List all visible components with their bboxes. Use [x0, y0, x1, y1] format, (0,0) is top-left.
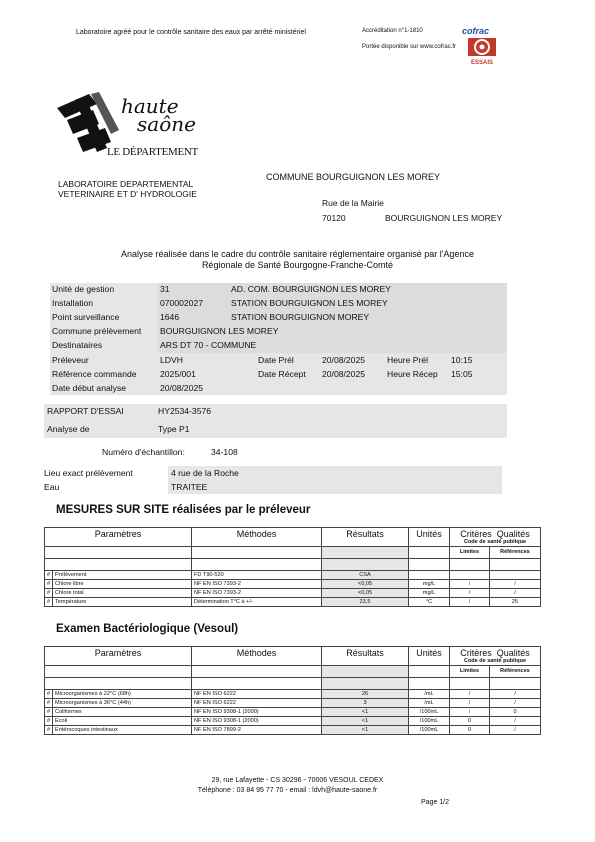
- logo-line-haute: haute: [121, 94, 179, 118]
- table-row: # Ecoli NF EN ISO 9308-1 (2000) <1 /100mL 0 /: [45, 717, 541, 726]
- table-row: # Prélèvement FD T90-520 CSA: [45, 571, 541, 580]
- col-references: Références: [490, 547, 541, 559]
- table-row: # Entérocoques intestinaux NF EN ISO 7899-2 <1 /100mL 0 /: [45, 726, 541, 735]
- table-subheader-row: [45, 666, 541, 678]
- analyse-value: Type P1: [158, 424, 190, 434]
- lab-name-line2: VETERINAIRE ET D' HYDROLOGIE: [58, 189, 197, 199]
- section2-title: Examen Bactériologique (Vesoul): [56, 623, 239, 635]
- table-subheader-row: [45, 547, 541, 559]
- cofrac-wordmark: cofrac: [462, 26, 490, 36]
- recipient-postcode: 70120: [322, 213, 346, 223]
- essais-label: ESSAIS: [470, 60, 493, 66]
- portee-text: Portée disponible sur www.cofrac.fr: [362, 44, 457, 50]
- rapport-label: RAPPORT D'ESSAI: [47, 406, 124, 416]
- echantillon-label: Numéro d'échantillon:: [102, 447, 185, 457]
- section1-title: MESURES SUR SITE réalisées par le préleveur: [56, 504, 311, 516]
- table-row: # Microorganismes à 22°C (68h) NF EN ISO 6222 26 /mL / /: [45, 690, 541, 699]
- table-header-row: [45, 528, 541, 547]
- col-methodes: Méthodes: [192, 528, 322, 547]
- intro-line2: Régionale de Santé Bourgogne-Franche-Comté: [201, 260, 394, 270]
- lab-name-line1: LABORATOIRE DEPARTEMENTAL: [58, 179, 194, 189]
- echantillon-value: 34-108: [211, 447, 238, 457]
- col-criteres-qualites: Critères Qualités Code de santé publique: [450, 528, 541, 547]
- col-resultats: Résultats: [322, 528, 409, 547]
- eau-value: TRAITEE: [171, 482, 208, 492]
- col-resultats: Résultats: [322, 647, 409, 666]
- cofrac-logo: [462, 26, 502, 72]
- haute-saone-logo: [55, 90, 215, 162]
- section2-table: [44, 646, 541, 735]
- page-number: Page 1/2: [421, 799, 450, 806]
- col-references: Références: [490, 666, 541, 678]
- col-parametres: Paramètres: [45, 647, 192, 666]
- analyse-label: Analyse de: [47, 424, 90, 434]
- lab-agreement-text: Laboratoire agréé pour le contrôle sanitaire des eaux par arrêté ministériel: [76, 29, 306, 36]
- accreditation-text: Accréditation n°1-1810: [362, 28, 423, 34]
- table-row: # Microorganismes à 36°C (44h) NF EN ISO 6222 3 /mL / /: [45, 699, 541, 708]
- col-methodes: Méthodes: [192, 647, 322, 666]
- table-row: # Température Détermination T°C à +/- 23,5 °C / 25: [45, 598, 541, 607]
- footer-contact: Téléphone : 03 84 95 77 70 - email : ldvh@haute-saone.fr: [197, 787, 378, 794]
- logo-line-saone: saône: [137, 112, 196, 136]
- section1-table: [44, 527, 541, 607]
- col-unites: Unités: [409, 647, 450, 666]
- col-parametres: Paramètres: [45, 528, 192, 547]
- col-limites: Limites: [450, 547, 490, 559]
- table-header-row: [45, 647, 541, 666]
- recipient-street: Rue de la Mairie: [322, 198, 384, 208]
- col-criteres-qualites: Critères Qualités Code de santé publique: [450, 647, 541, 666]
- eau-label: Eau: [44, 482, 60, 492]
- intro-line1: Analyse réalisée dans le cadre du contrôle sanitaire réglementaire organisé par l'Agence: [121, 249, 474, 259]
- recipient-name: COMMUNE BOURGUIGNON LES MOREY: [266, 172, 441, 182]
- recipient-city: BOURGUIGNON LES MOREY: [385, 213, 503, 223]
- col-limites: Limites: [450, 666, 490, 678]
- col-unites: Unités: [409, 528, 450, 547]
- table-row: # Coliformes NF EN ISO 9308-1 (2000) <1 /100mL / 0: [45, 708, 541, 717]
- footer-address: 29, rue Lafayette - CS 30296 - 70006 VESOUL CEDEX: [211, 777, 384, 784]
- rapport-value: HY2534-3576: [158, 406, 212, 416]
- logo-line-departement: LE DÉPARTEMENT: [107, 146, 198, 158]
- lieu-value: 4 rue de la Roche: [171, 468, 239, 478]
- table-row: # Chlore total NF EN ISO 7393-2 <0,05 mg/L / /: [45, 589, 541, 598]
- lieu-label: Lieu exact prélèvement: [44, 468, 133, 478]
- table-row: # Chlore libre NF EN ISO 7393-2 <0,05 mg/L / /: [45, 580, 541, 589]
- cofrac-emblem-icon: [464, 36, 500, 60]
